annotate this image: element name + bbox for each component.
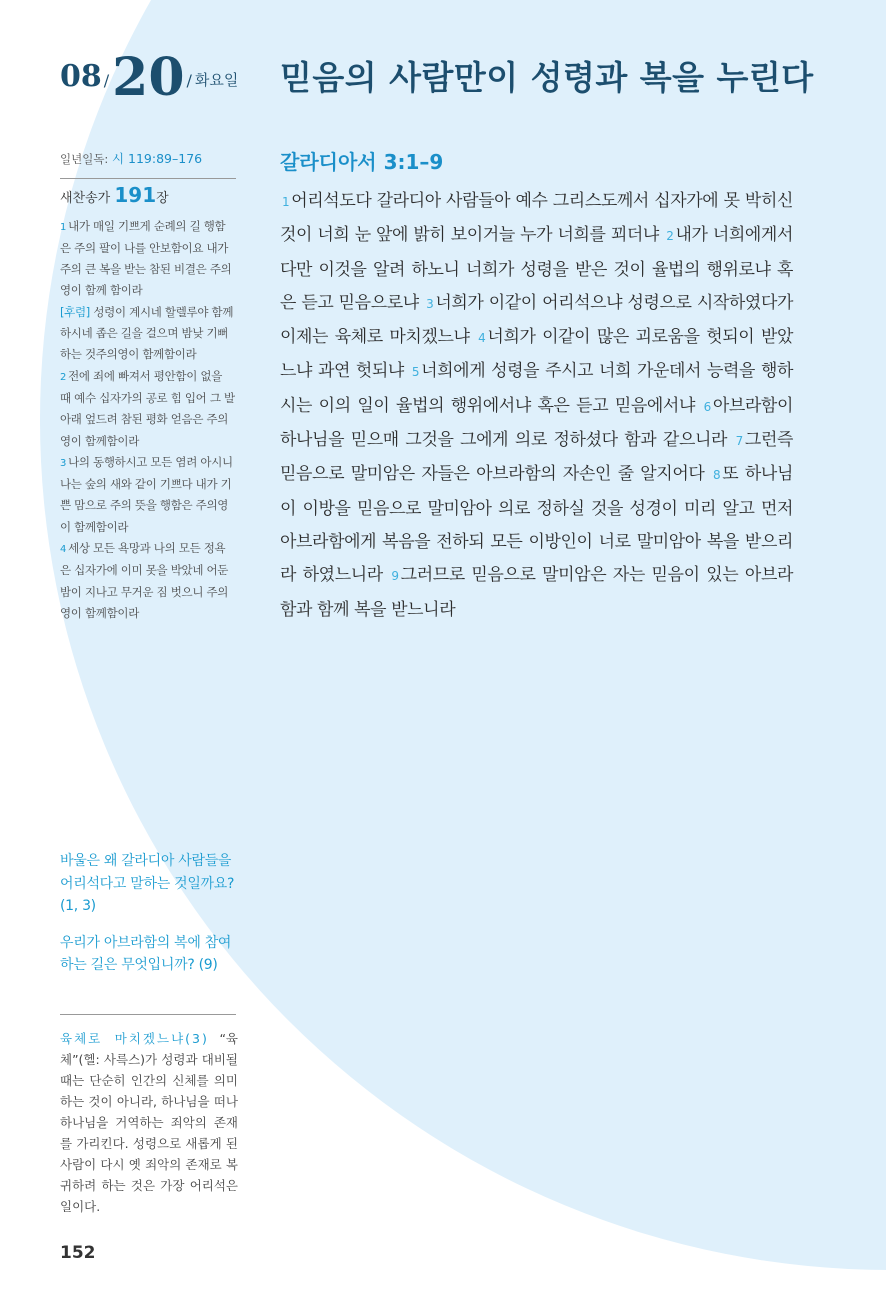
page-title: 믿음의 사람만이 성령과 복을 누린다	[280, 58, 814, 97]
verse-text: 또 하나님이 이방을 믿음으로 말미암아 의로 정하실 것을 성경이 미리 알고 먼저 아브라함에게 복음을 전하되 모든 이방인이 너로 말미암아 복을 받으리라 하였느니라	[280, 464, 793, 586]
divider	[60, 1014, 236, 1015]
hymn-verse-text: 세상 모든 욕망과 나의 모든 정욕은 십자가에 이미 못을 박았네 어둔 밤이 지나고 무거운 짐 벗으니 주의영이 함께함이라	[60, 541, 229, 620]
verse-text: 어리석도다 갈라디아 사람들아 예수 그리스도께서 십자가에 못 박히신 것이 너희 눈 앞에 밝히 보이거늘 누가 너희를 꾀더냐	[280, 191, 793, 246]
hymn-heading	[60, 185, 236, 209]
hymn-verse-number: 1	[60, 221, 67, 233]
verse-number: 7	[735, 434, 743, 449]
verse-number: 3	[426, 296, 434, 311]
question-item: 바울은 왜 갈라디아 사람들을 어리석다고 말하는 것일까요? (1, 3)	[60, 853, 235, 914]
verse-number: 9	[391, 569, 399, 584]
verse-number: 8	[713, 468, 721, 483]
hymn-verse-text: 내가 매일 기쁘게 순례의 길 행함은 주의 팔이 나를 안보함이요 내가 주의 큰 복을 받는 참된 비결은 주의영이 함께 함이라	[60, 218, 232, 298]
passage-text	[280, 185, 793, 627]
verse-text: 아브라함이 하나님을 믿으매 그것을 그에게 의로 정하셨다 함과 같으니라	[280, 395, 793, 451]
note-term: 육체로 마치겠느냐(3)	[60, 1031, 209, 1046]
sidebar	[60, 148, 236, 624]
verse-number: 4	[478, 331, 486, 346]
verse-text: 너희에게 성령을 주시고 너희 가운데서 능력을 행하시는 이의 일이 율법의 행위에서냐 혹은 듣고 믿음에서냐	[280, 361, 793, 416]
hymn-lyrics	[60, 216, 236, 625]
hymn-verse-text: 나의 동행하시고 모든 염려 아시니 나는 숲의 새와 같이 기쁘다 내가 기쁜 맘으로 주의 뜻을 행함은 주의영이 함께함이라	[60, 454, 233, 534]
date-slash: /	[186, 71, 192, 90]
note-text: “육체”(헬: 사륵스)가 성령과 대비될 때는 단순히 인간의 신체를 의미하는 것이 아니라, 하나님을 떠나 하나님을 거역하는 죄악의 존재를 가리킨다. 성령으로 새롭게 된 사람이 다시 옛 죄악의 존재로 복귀하려 하는 것은 가장 어리석은 일이다.	[60, 1031, 238, 1214]
date-month: 08	[60, 59, 102, 94]
hymn-verse	[60, 538, 236, 624]
hymn-verse-text: 성령이 계시네 할렐루야 함께하시네 좁은 길을 걸으며 밤낮 기뻐하는 것주의영이 함께함이라	[60, 304, 234, 362]
hymn-verse	[60, 216, 236, 302]
hymn-verse	[60, 452, 236, 538]
verse-text: 그러므로 믿음으로 말미암은 자는 믿음이 있는 아브라함과 함께 복을 받느니라	[280, 565, 793, 620]
question-item: 우리가 아브라함의 복에 참여하는 길은 무엇입니까? (9)	[60, 934, 232, 973]
word-note	[60, 1028, 238, 1217]
verse-number: 1	[282, 195, 290, 209]
verse-number: 5	[411, 365, 420, 380]
date-weekday: 화요일	[194, 71, 239, 89]
verse-text: 너희가 이같이 어리석으냐 성령으로 시작하였다가 이제는 육체로 마치겠느냐	[280, 292, 793, 348]
date-day: 20	[112, 46, 185, 108]
hymn-refrain-label: [후렴]	[60, 304, 90, 319]
verse-number: 2	[666, 229, 674, 244]
reading-reference: 시 119:89–176	[111, 151, 203, 166]
hymn-number: 191	[114, 183, 157, 208]
verse-text: 그런즉 믿음으로 말미암은 자들은 아브라함의 자손인 줄 알지어다	[280, 430, 793, 485]
reading-label: 일년일독:	[60, 152, 109, 166]
verse-text: 내가 너희에게서 다만 이것을 알려 하노니 너희가 성령을 받은 것이 율법의 행위로냐 혹은 듣고 믿음으로냐	[280, 225, 793, 313]
passage-reference: 갈라디아서 3:1–9	[280, 150, 444, 174]
hymn-verse-number: 4	[60, 544, 67, 556]
reflection-questions	[60, 850, 240, 991]
hymn-refrain	[60, 302, 236, 366]
hymn-verse-number: 2	[60, 371, 67, 383]
hymn-suffix: 장	[156, 191, 169, 207]
hymn-verse-number: 3	[60, 457, 67, 469]
verse-number: 6	[703, 399, 711, 414]
date-block	[60, 40, 239, 108]
page-number: 152	[60, 1243, 96, 1263]
hymn-verse	[60, 366, 236, 452]
yearly-reading	[60, 148, 236, 179]
date-slash: /	[103, 71, 110, 90]
hymn-verse-text: 전에 죄에 빠져서 평안함이 없을 때 예수 십자가의 공로 힘 입어 그 발 아래 엎드려 참된 평화 얻음은 주의영이 함께함이라	[60, 368, 235, 448]
verse-text: 너희가 이같이 많은 괴로움을 헛되이 받았느냐 과연 헛되냐	[280, 327, 793, 382]
hymn-label: 새찬송가	[60, 191, 111, 207]
